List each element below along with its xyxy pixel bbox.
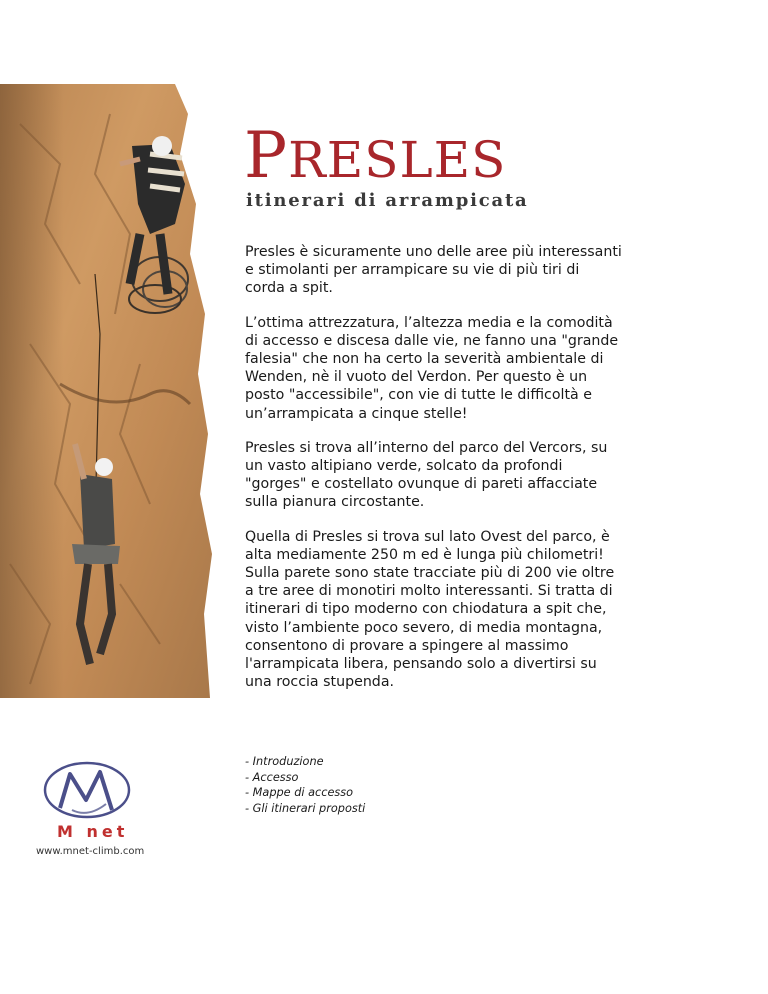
climbers-on-rock-photo <box>0 84 212 698</box>
paragraph: Presles si trova all’interno del parco del Vercors, su un vasto altipiano verde, solcato da profondi "gorges" e costellato ovunque di pareti affacciate sulla pianura circostante. <box>245 439 608 511</box>
paragraph: Presles è sicuramente uno delle aree più interessanti e stimolanti per arrampicare su vie di più tiri di corda a spit. <box>245 244 622 297</box>
logo-text: M net <box>57 822 129 841</box>
website-url[interactable]: www.mnet-climb.com <box>36 846 145 857</box>
link-mappe-di-accesso[interactable]: - Mappe di accesso <box>245 786 354 799</box>
link-introduzione[interactable]: - Introduzione <box>245 755 324 768</box>
title-rest: RESLES <box>288 131 507 189</box>
paragraph: L’ottima attrezzatura, l’altezza media e la comodità di accesso e discesa dalle vie, ne fanno una "grande falesia" che non ha certo la severità ambientale di Wenden, nè il vuoto del Verdon. Per questo è un posto "accessibile", con vie di tutte le difficoltà e un’arrampicata a cinque stelle! <box>245 314 619 422</box>
title-first-letter: P <box>244 119 289 193</box>
link-itinerari-proposti[interactable]: - Gli itinerari proposti <box>245 801 366 815</box>
paragraph: Quella di Presles si trova sul lato Ovest del parco, è alta mediamente 250 m ed è lunga più chilometri! Sulla parete sono state tracciate più di 200 vie oltre a tre aree di monotiri molto interessanti. Si tratta di itinerari di tipo moderno con chiodatura a spit che, visto l’ambiente poco severo, di media montagna, consentono di provare a spingere al massimo l'arrampicata libera, pensando solo a divertirsi su una roccia stupenda. <box>245 528 615 691</box>
section-links <box>245 754 365 816</box>
page-subtitle: itinerari di arrampicata <box>246 190 529 211</box>
page-title <box>244 119 507 193</box>
link-accesso[interactable]: - Accesso <box>245 770 299 784</box>
body-text <box>245 243 623 707</box>
climbing-photo <box>0 84 212 698</box>
mnet-logo-icon <box>42 760 132 822</box>
